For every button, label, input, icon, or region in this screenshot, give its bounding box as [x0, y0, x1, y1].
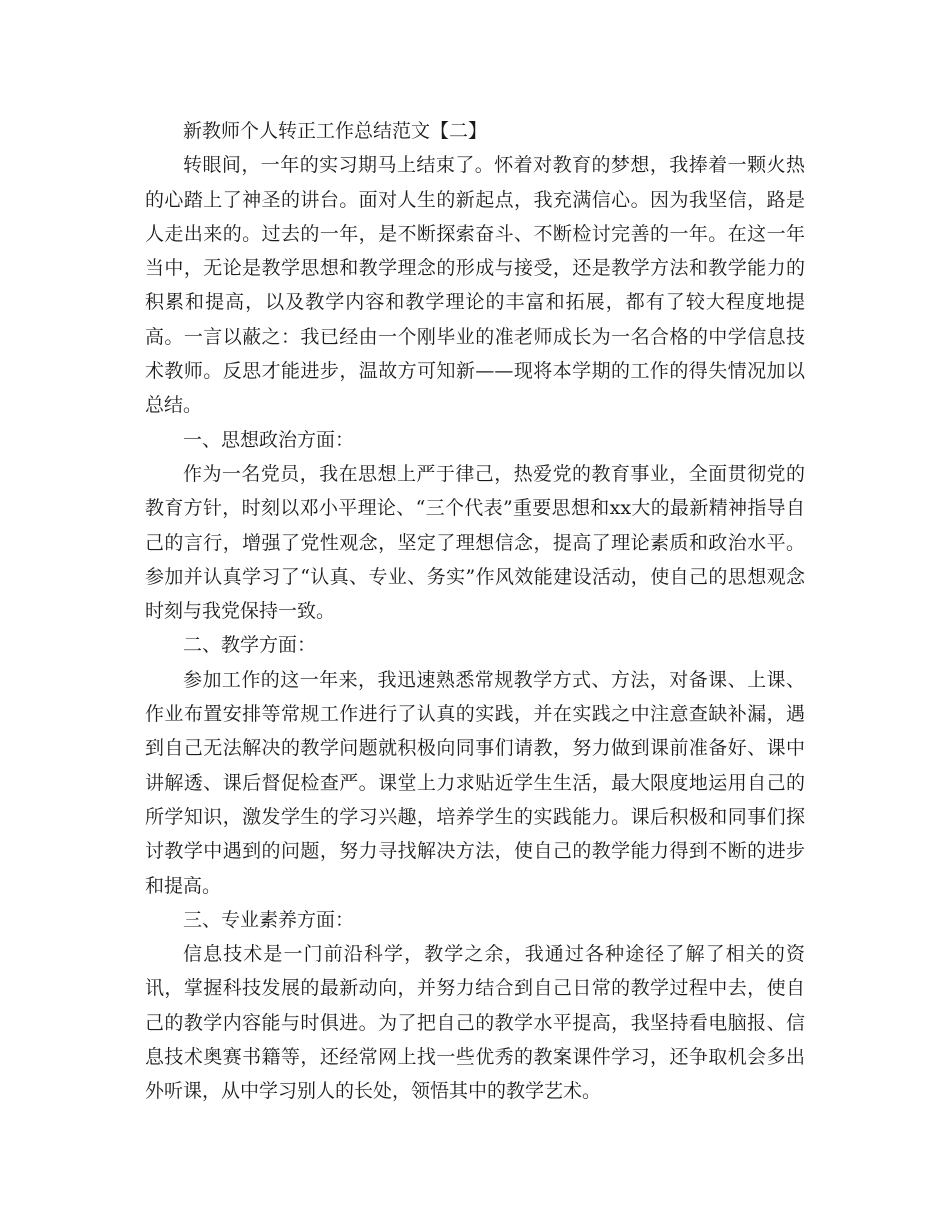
section-heading-politics: 一、思想政治方面：: [183, 428, 355, 451]
section-heading-teaching: 二、教学方面：: [183, 634, 317, 657]
intro-paragraph: 转眼间，一年的实习期马上结束了。怀着对教育的梦想，我捧着一颗火热的心踏上了神圣的讲台。面对人生的新起点，我充满信心。因为我坚信，路是人走出来的。过去的一年，是不断探索奋斗、不断检讨完善的一年。在这一年当中，无论是教学思想和教学理念的形成与接受，还是教学方法和教学能力的积累和提高，以及教学内容和教学理论的丰富和拓展，都有了较大程度地提高。一言以蔽之：我已经由一个刚毕业的准老师成长为一名合格的中学信息技术教师。反思才能进步，温故方可知新——现将本学期的工作的得失情况加以总结。: [145, 154, 805, 417]
document-title: 新教师个人转正工作总结范文【二】: [183, 120, 488, 142]
section-body-professional: 信息技术是一门前沿科学，教学之余，我通过各种途径了解了相关的资讯，掌握科技发展的最新动向，并努力结合到自己日常的教学过程中去，使自己的教学内容能与时俱进。为了把自己的教学水平提高，我坚持看电脑报、信息技术奥赛书籍等，还经常网上找一些优秀的教案课件学习，还争取机会多出外听课，从中学习别人的长处，领悟其中的教学艺术。: [145, 943, 805, 1103]
section-body-politics: 作为一名党员，我在思想上严于律己，热爱党的教育事业，全面贯彻党的教育方针，时刻以邓小平理论、“三个代表”重要思想和xx大的最新精神指导自己的言行，增强了党性观念，坚定了理想信念，提高了理论素质和政治水平。参加并认真学习了“认真、专业、务实”作风效能建设活动，使自己的思想观念时刻与我党保持一致。: [145, 462, 805, 623]
section-heading-professional: 三、专业素养方面：: [183, 908, 355, 931]
document-body: [145, 114, 805, 1109]
section-body-teaching: 参加工作的这一年来，我迅速熟悉常规教学方式、方法，对备课、上课、作业布置安排等常规工作进行了认真的实践，并在实践之中注意查缺补漏，遇到自己无法解决的教学问题就积极向同事们请教，努力做到课前准备好、课中讲解透、课后督促检查严。课堂上力求贴近学生生活，最大限度地运用自己的所学知识，激发学生的学习兴趣，培养学生的实践能力。课后积极和同事们探讨教学中遇到的问题，努力寻找解决方法，使自己的教学能力得到不断的进步和提高。: [145, 668, 805, 897]
